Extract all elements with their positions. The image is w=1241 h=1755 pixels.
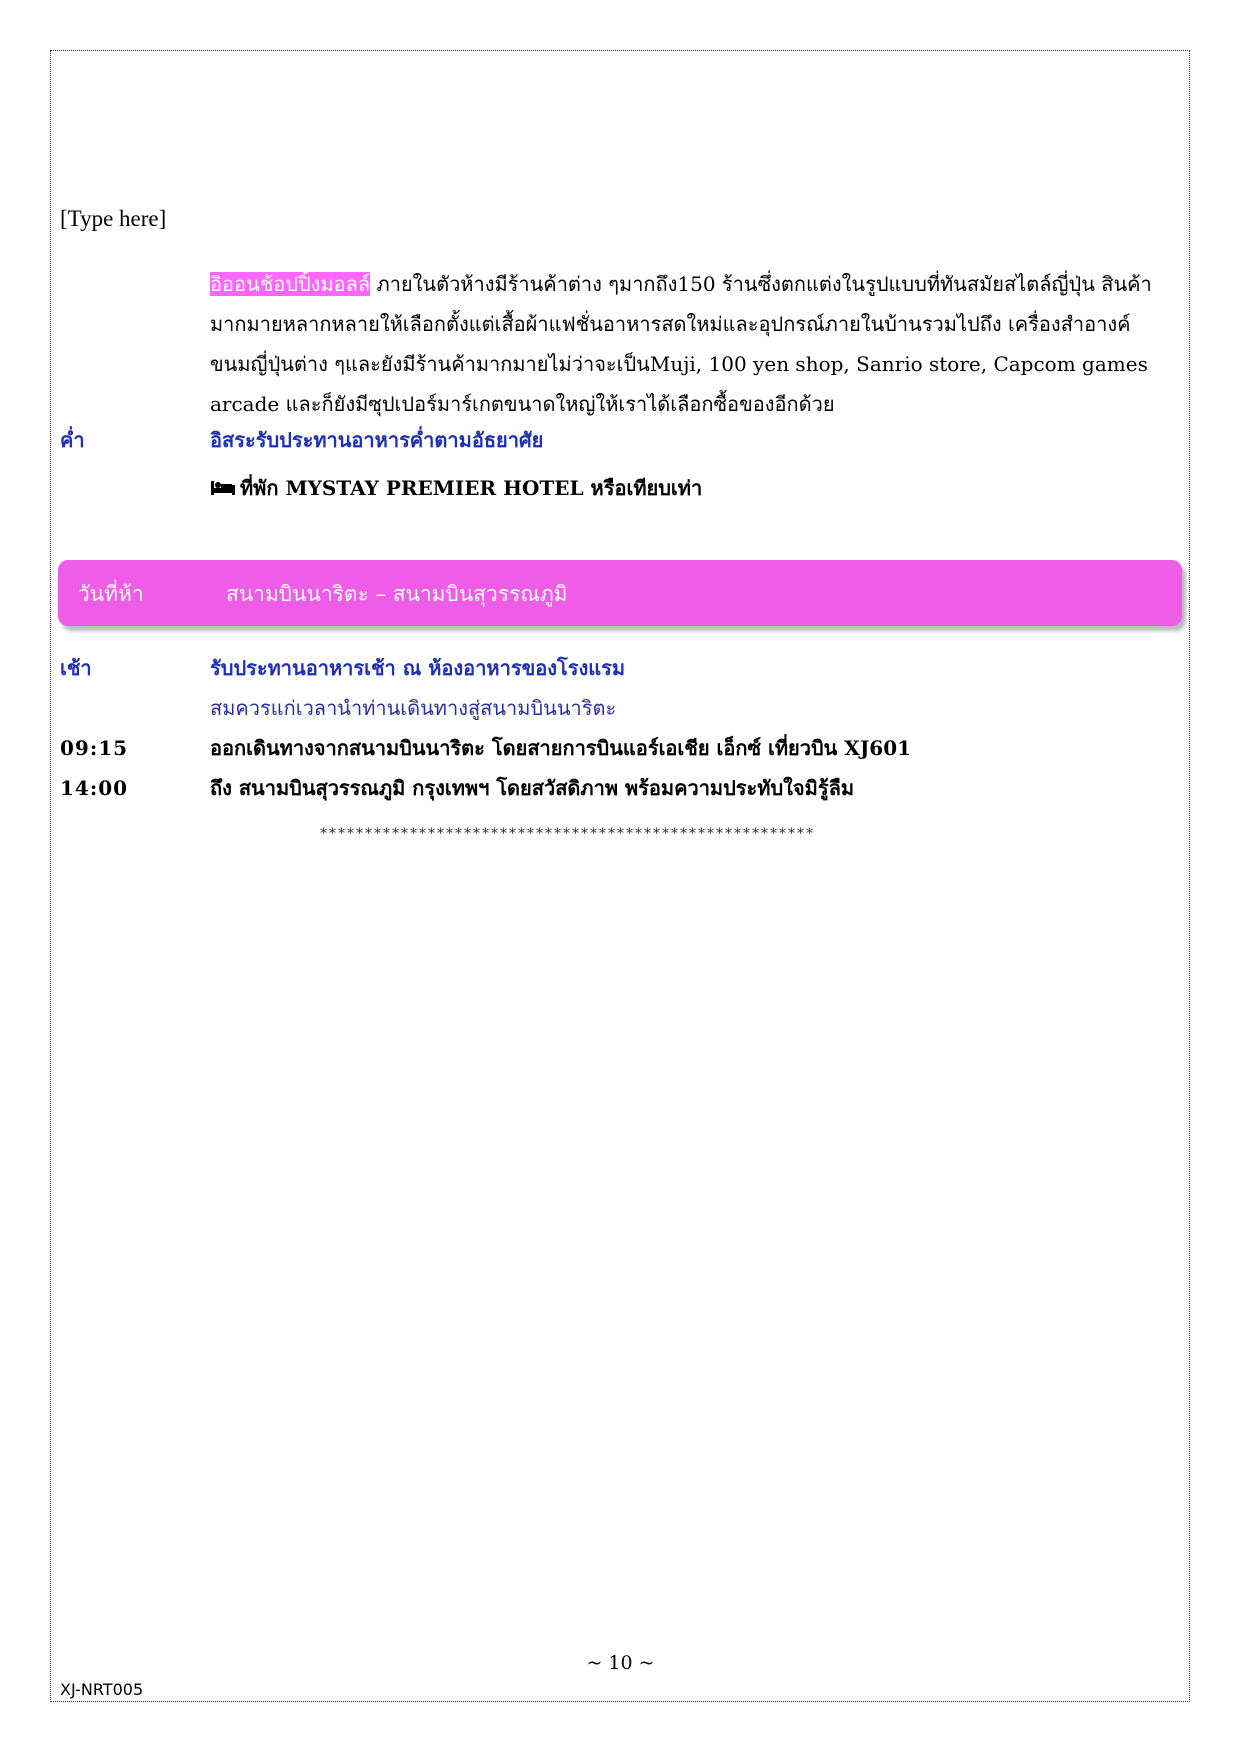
mall-paragraph bbox=[210, 264, 1170, 424]
schedule-text: สมควรแก่เวลานำท่านเดินทางสู่สนามบินนาริตะ bbox=[210, 696, 617, 720]
mall-name-highlight: อิออนช้อปปิ้งมอลล์ bbox=[210, 272, 371, 296]
mall-description: ภายในตัวห้างมีร้านค้าต่าง ๆมากถึง150 ร้านซึ่งตกแต่งในรูปแบบที่ทันสมัยสไตล์ญี่ปุ่น สินค้ามากมายหลากหลายให้เลือกตั้งแต่เสื้อผ้าแฟชั่นอาหารสดใหม่และอุปกรณ์ภายในบ้านรวมไปถึง เครื่องสำอางค์ขนมญี่ปุ่นต่าง ๆและยังมีร้านค้ามากมายไม่ว่าจะเป็นMuji, 100 yen shop, Sanrio store, Capcom games arcade และก็ยังมีซุปเปอร์มาร์เกตขนาดใหญ่ให้เราได้เลือกซื้อของอีกด้วย bbox=[210, 272, 1152, 416]
hotel-line bbox=[210, 468, 1181, 508]
divider-stars: ******************************************************* bbox=[320, 826, 815, 842]
day5-banner bbox=[58, 560, 1182, 626]
schedule-text: รับประทานอาหารเช้า ณ ห้องอาหารของโรงแรม bbox=[210, 656, 626, 680]
page-number: ~ 10 ~ bbox=[586, 1652, 655, 1674]
schedule-time: เช้า bbox=[60, 656, 92, 680]
schedule-row-arrival bbox=[60, 768, 1181, 808]
schedule-row-morning bbox=[60, 648, 1181, 688]
dinner-text: อิสระรับประทานอาหารค่ำตามอัธยาศัย bbox=[210, 428, 544, 452]
schedule-row-transfer bbox=[60, 688, 1181, 728]
schedule-row-departure bbox=[60, 728, 1181, 768]
dinner-row bbox=[60, 420, 1181, 460]
schedule-time: 14:00 bbox=[60, 776, 129, 800]
day5-route: สนามบินนาริตะ – สนามบินสุวรรณภูมิ bbox=[226, 582, 568, 606]
day5-label: วันที่ห้า bbox=[78, 582, 144, 606]
hotel-row bbox=[60, 468, 1181, 508]
hotel-text: ที่พัก MYSTAY PREMIER HOTEL หรือเทียบเท่า bbox=[240, 476, 703, 500]
document-code: XJ-NRT005 bbox=[60, 1680, 144, 1699]
bed-icon bbox=[210, 477, 236, 497]
header-placeholder: [Type here] bbox=[60, 206, 167, 231]
schedule-text: ถึง สนามบินสุวรรณภูมิ กรุงเทพฯ โดยสวัสดิภาพ พร้อมความประทับใจมิรู้ลืม bbox=[210, 776, 855, 800]
schedule-time: 09:15 bbox=[60, 736, 129, 760]
schedule-text: ออกเดินทางจากสนามบินนาริตะ โดยสายการบินแอร์เอเชีย เอ็กซ์ เที่ยวบิน XJ601 bbox=[210, 736, 912, 760]
dinner-label: ค่ำ bbox=[60, 428, 86, 452]
